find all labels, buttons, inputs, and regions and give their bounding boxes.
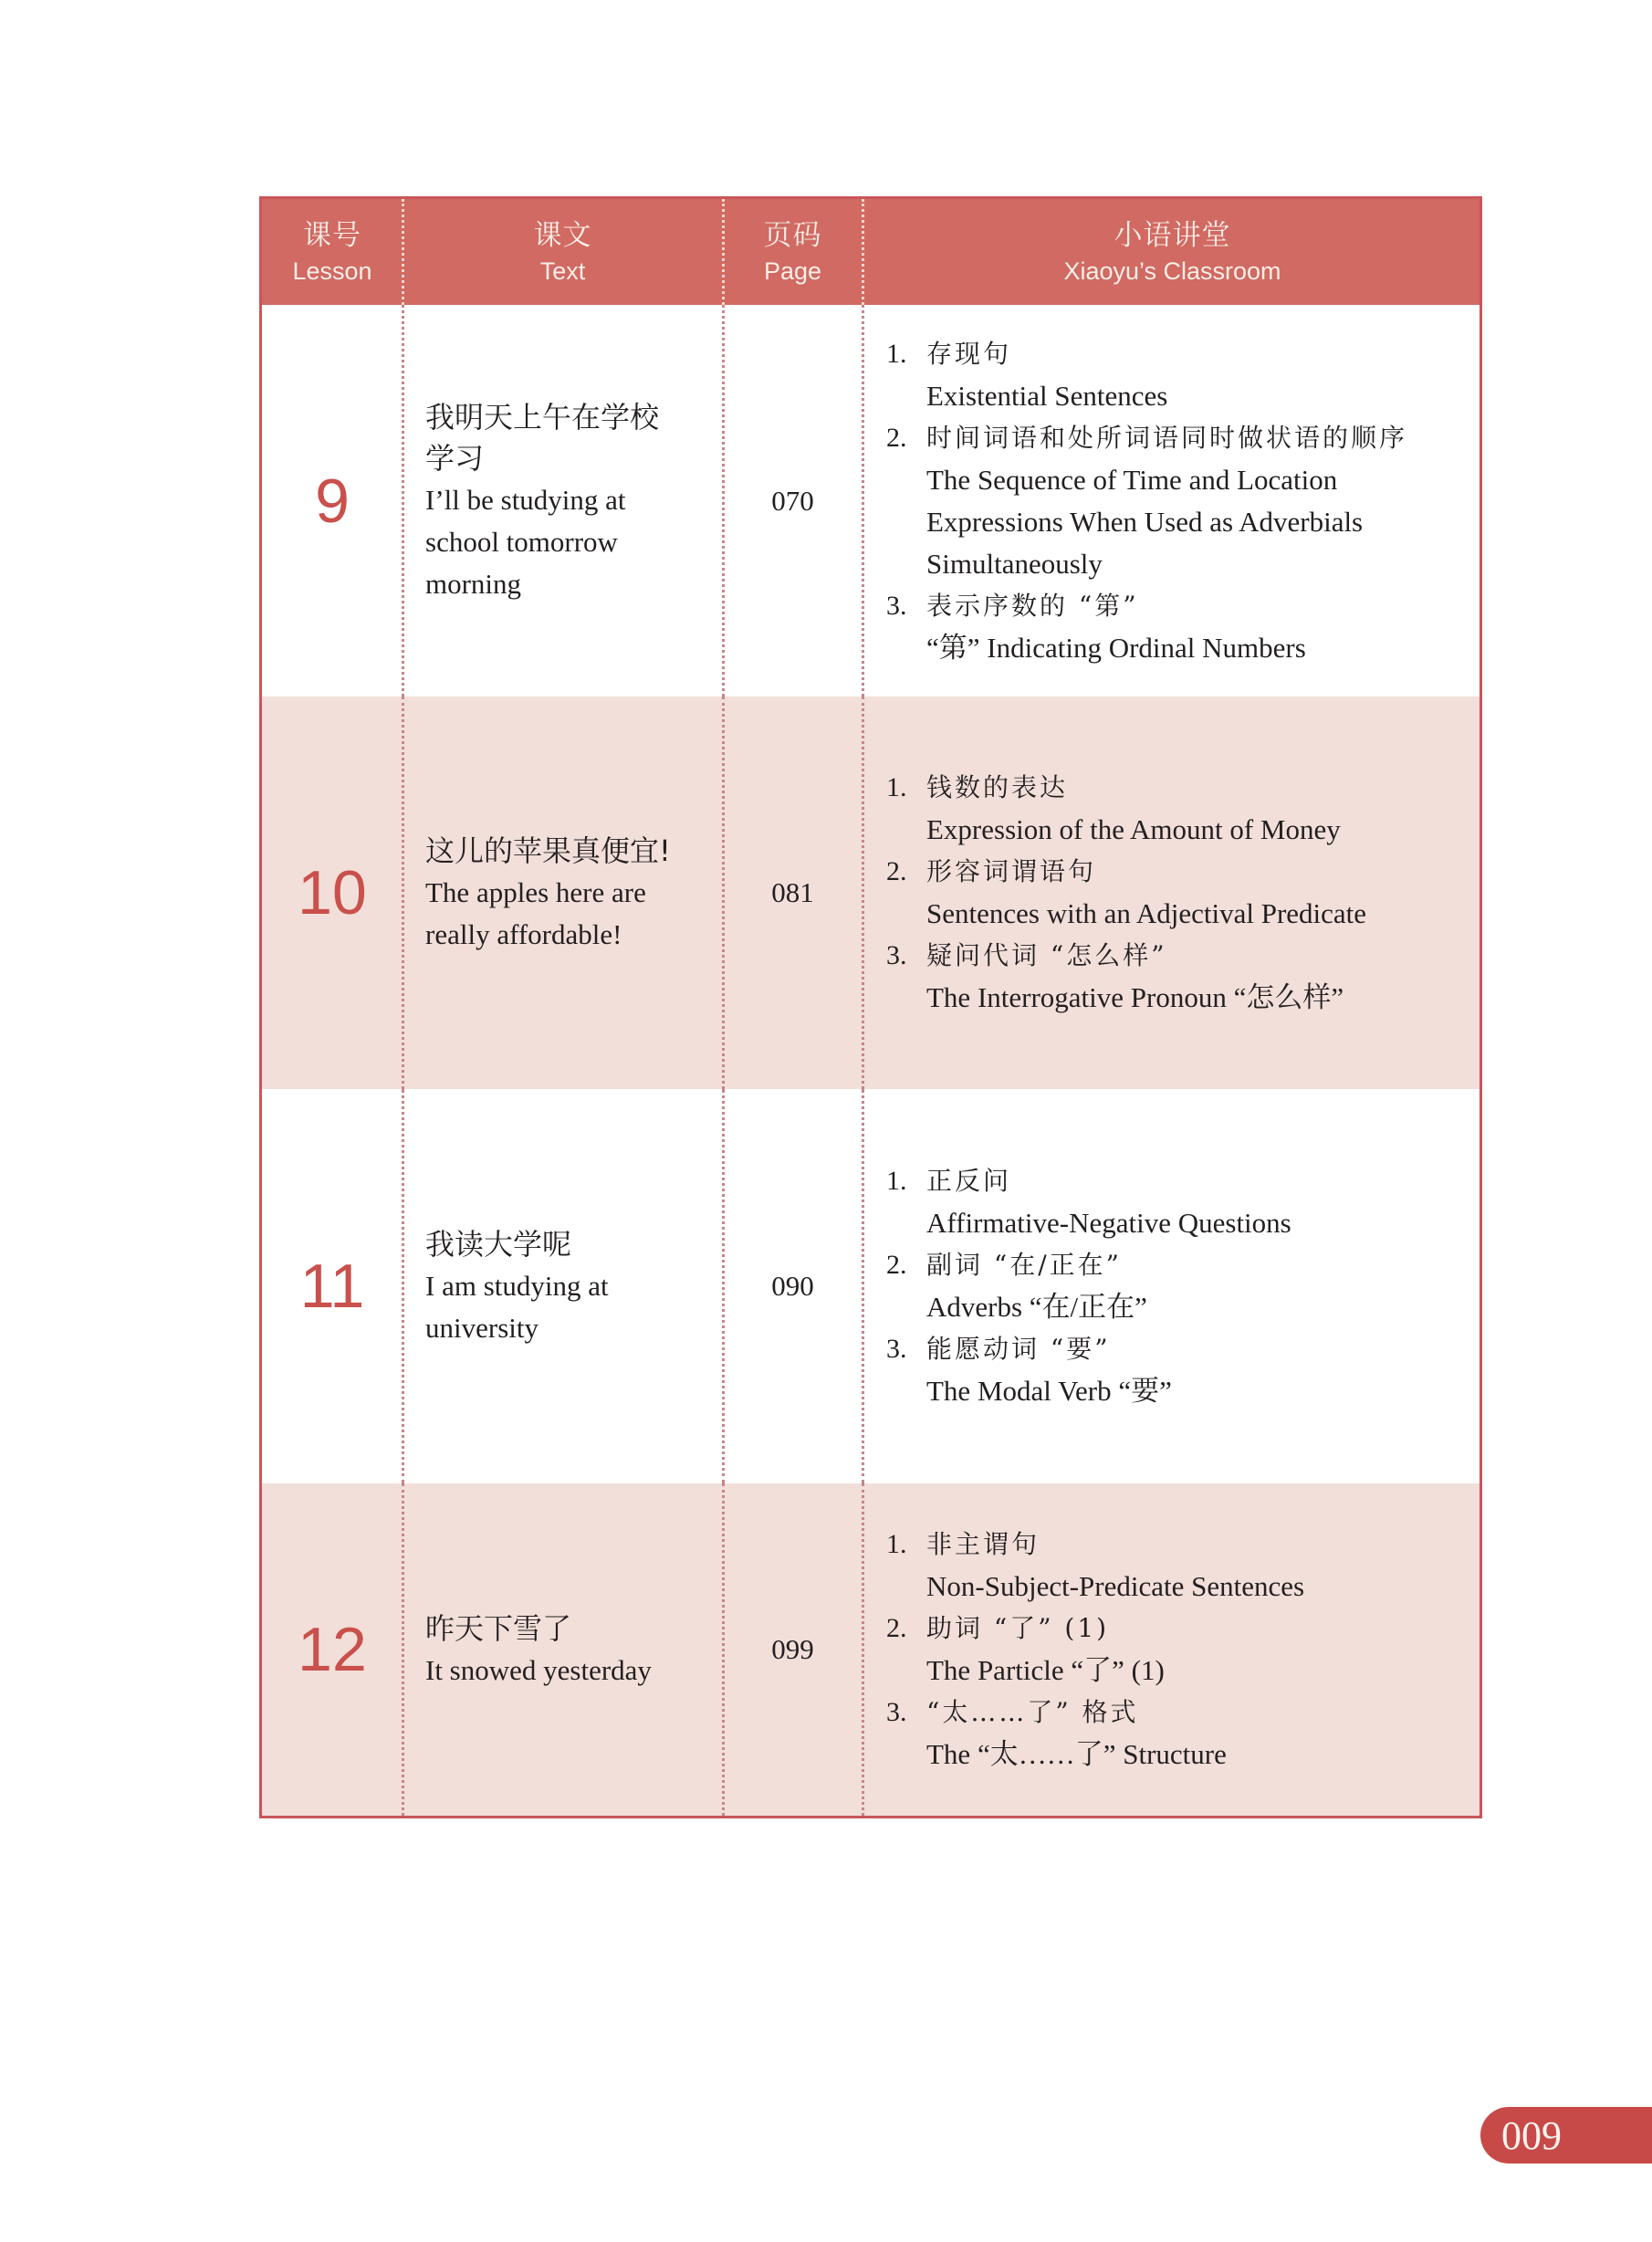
grammar-zh: 存现句 (926, 338, 1012, 369)
column-divider (722, 199, 725, 305)
title-zh: 我读大学呢 (425, 1226, 572, 1262)
table-row-lesson-10 (262, 697, 1479, 1089)
item-number: 2. (886, 422, 907, 453)
title-en: school tomorrow (425, 525, 618, 558)
grammar-zh: 表示序数的 “第” (926, 590, 1139, 621)
grammar-list (886, 1160, 1291, 1412)
title-en: It snowed yesterday (425, 1653, 652, 1686)
item-number: 2. (886, 856, 907, 886)
column-divider (862, 1483, 864, 1816)
grammar-zh: 正反问 (926, 1166, 1012, 1196)
title-zh: 学习 (425, 440, 485, 476)
title-zh: 这儿的苹果真便宜! (425, 833, 671, 868)
lesson-title[interactable] (425, 1608, 652, 1692)
lesson-title[interactable] (425, 1224, 609, 1349)
header-classroom-zh: 小语讲堂 (1114, 219, 1231, 251)
grammar-en: Sentences with an Adjectival Predicate (926, 897, 1367, 929)
item-number: 1. (886, 338, 907, 369)
grammar-item (886, 851, 1366, 935)
grammar-en: The “太……了” Structure (926, 1738, 1227, 1770)
table-of-contents (259, 196, 1482, 1818)
column-divider (402, 697, 404, 1089)
item-number: 1. (886, 1166, 907, 1196)
column-divider (862, 199, 864, 305)
header-page (723, 199, 863, 305)
lesson-number: 9 (315, 466, 350, 536)
grammar-item (886, 585, 1407, 669)
grammar-list (886, 1524, 1304, 1776)
header-lesson (262, 199, 403, 305)
lesson-title[interactable] (425, 397, 659, 605)
grammar-en: Affirmative-Negative Questions (926, 1207, 1291, 1239)
column-divider (722, 1483, 725, 1816)
grammar-item (886, 935, 1366, 1019)
grammar-zh: 助词 “了” (1) (926, 1613, 1110, 1643)
table-row-lesson-11 (262, 1089, 1479, 1483)
page-number[interactable]: 070 (771, 484, 814, 517)
header-page-en: Page (763, 257, 822, 285)
grammar-en: Adverbs “在/正在” (926, 1291, 1147, 1323)
grammar-en: Expressions When Used as Adverbials (926, 505, 1364, 538)
item-number: 3. (886, 940, 907, 970)
title-en: really affordable! (425, 917, 622, 950)
lesson-number: 10 (298, 858, 367, 927)
title-zh: 昨天下雪了 (425, 1610, 572, 1646)
grammar-item (886, 1524, 1304, 1608)
grammar-item (886, 417, 1407, 585)
grammar-en: Existential Sentences (926, 379, 1168, 412)
title-en: The apples here are (425, 875, 646, 908)
grammar-item (886, 1244, 1291, 1328)
lesson-number: 12 (298, 1615, 367, 1684)
item-number: 3. (886, 1697, 907, 1727)
lesson-number: 11 (299, 1252, 365, 1321)
page-number[interactable]: 081 (771, 876, 814, 908)
header-lesson-zh: 课号 (303, 219, 361, 251)
grammar-zh: 副词 “在/正在” (926, 1250, 1122, 1280)
column-divider (722, 305, 725, 697)
grammar-zh: 形容词谓语句 (926, 856, 1097, 886)
header-classroom (863, 199, 1482, 305)
header-text-zh: 课文 (533, 219, 592, 251)
grammar-en: “第” Indicating Ordinal Numbers (926, 631, 1306, 664)
grammar-en: Non-Subject-Predicate Sentences (926, 1570, 1305, 1602)
grammar-en: The Interrogative Pronoun “怎么样” (926, 981, 1344, 1013)
table-header (262, 199, 1479, 305)
page-number-badge (1480, 2107, 1652, 2163)
column-divider (862, 305, 864, 697)
lesson-title[interactable] (425, 831, 671, 956)
column-divider (402, 199, 404, 305)
title-en: morning (425, 567, 522, 600)
grammar-en: Simultaneously (926, 547, 1103, 580)
grammar-zh: 能愿动词 “要” (926, 1334, 1111, 1364)
grammar-en: The Modal Verb “要” (926, 1375, 1172, 1407)
item-number: 3. (886, 1334, 907, 1364)
column-divider (862, 697, 864, 1089)
grammar-zh: 非主谓句 (926, 1529, 1040, 1559)
grammar-en: The Sequence of Time and Location (926, 463, 1338, 496)
column-divider (402, 1483, 404, 1816)
item-number: 3. (886, 590, 907, 621)
header-page-zh: 页码 (763, 219, 822, 251)
grammar-zh: 钱数的表达 (926, 772, 1069, 802)
header-text (403, 199, 723, 305)
table-row-lesson-9 (262, 305, 1479, 697)
grammar-item (886, 333, 1407, 417)
grammar-list (886, 333, 1407, 669)
title-zh: 我明天上午在学校 (425, 399, 660, 435)
title-en: university (425, 1311, 538, 1344)
column-divider (402, 305, 404, 697)
grammar-item (886, 1608, 1304, 1692)
grammar-en: Expression of the Amount of Money (926, 813, 1341, 845)
grammar-zh: 疑问代词 “怎么样” (926, 940, 1167, 970)
page-number[interactable]: 090 (771, 1270, 814, 1302)
grammar-en: The Particle “了” (1) (926, 1654, 1165, 1686)
grammar-zh: “太……了” 格式 (926, 1697, 1139, 1727)
item-number: 2. (886, 1613, 907, 1643)
item-number: 2. (886, 1250, 907, 1280)
header-lesson-en: Lesson (292, 257, 372, 285)
header-classroom-en: Xiaoyu’s Classroom (1063, 257, 1281, 285)
header-text-en: Text (539, 257, 586, 285)
column-divider (722, 1089, 725, 1483)
grammar-item (886, 1328, 1291, 1412)
column-divider (722, 697, 725, 1089)
grammar-list (886, 767, 1366, 1019)
item-number: 1. (886, 772, 907, 802)
title-en: I’ll be studying at (425, 483, 626, 516)
column-divider (402, 1089, 404, 1483)
grammar-item (886, 1692, 1304, 1776)
page-number[interactable]: 099 (771, 1633, 814, 1665)
table-row-lesson-12 (262, 1483, 1479, 1816)
title-en: I am studying at (425, 1269, 609, 1302)
column-divider (862, 1089, 864, 1483)
grammar-item (886, 1160, 1291, 1244)
page-number-label: 009 (1501, 2112, 1562, 2158)
grammar-zh: 时间词语和处所词语同时做状语的顺序 (926, 422, 1408, 453)
grammar-item (886, 767, 1366, 851)
item-number: 1. (886, 1529, 907, 1559)
